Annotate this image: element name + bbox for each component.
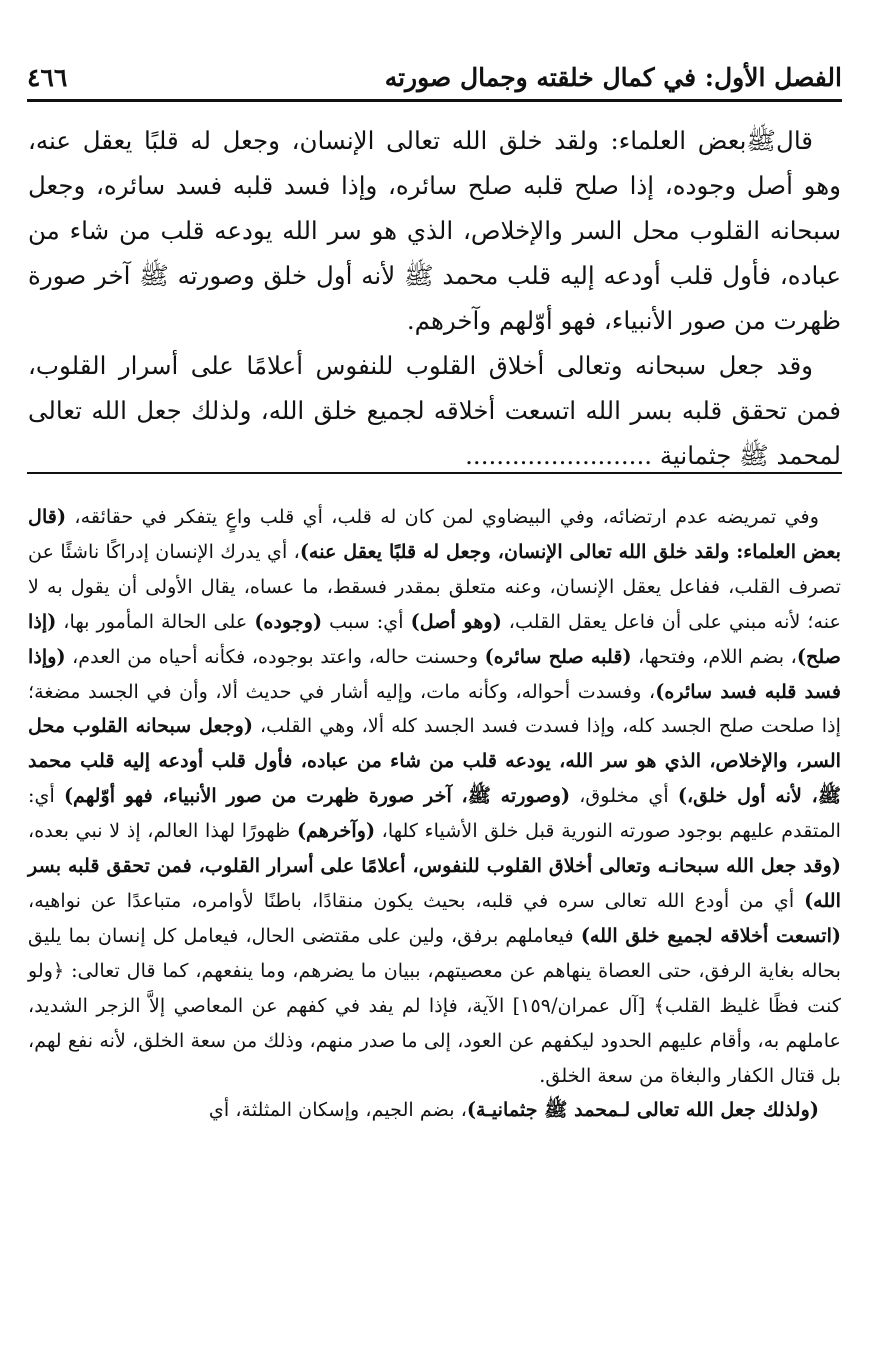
commentary-segment: ، أي يدرك الإنسان إدراكًا ناشئًا عن تصرف القلب، ففاعل يعقل الإنسان، وعنه متعلق بمقدر فسقط، ما عساه، يقال الأولى أن يقول به لا عنه؛ لأنه مبني على أن فاعل يعقل القلب،: [28, 539, 841, 633]
commentary-segment: وفي تمريضه عدم ارتضائه، وفي البيضاوي لمن كان له قلب، أي قلب واعٍ يتفكر في حقائقه،: [66, 505, 819, 528]
section-divider: [27, 472, 842, 474]
main-text-paragraph-2-body: وقد جعل سبحانه وتعالى أخلاق القلوب للنفوس أعلامًا على أسرار القلوب، فمن تحقق قلبه بسر الله اتسعت أخلاقه لجميع خلق الله، ولذلك جعل الله تعالى لمحمد ﷺ جثمانية: [28, 351, 841, 470]
commentary-segment: على الحالة المأمور بها،: [56, 609, 255, 633]
main-text-paragraph-1: قالﷺبعض العلماء: ولقد خلق الله تعالى الإنسان، وجعل له قلبًا يعقل عنه، وهو أصل وجوده، إذا صلح قلبه صلح سائره، وإذا فسد قلبه فسد سائره، وجعل سبحانه القلوب محل السر والإخلاص، الذي هو سر الله يودعه قلب من شاء من عباده، فأول قلب أودعه إليه قلب محمد ﷺ لأنه أول خلق وصورته ﷺ آخر صورة ظهرت من صور الأنبياء، فهو أوّلهم وآخرهم.: [28, 126, 841, 335]
page-number: ٤٦٦: [27, 63, 68, 92]
commentary-segment: ، بضم اللام، وفتحها،: [631, 644, 797, 668]
quoted-main-text: (وقد جعل الله سبحانـه وتعالى أخلاق القلوب للنفوس، أعلامًا على أسرار القلوب، فمن تحقق قلبه بسر الله): [28, 854, 841, 912]
commentary-segment: أي: سبب: [322, 609, 411, 633]
quoted-main-text: (وهو أصل): [410, 609, 502, 633]
quoted-main-text: (وآخرهم): [296, 819, 376, 843]
commentary-paragraph-2: [28, 1093, 841, 1128]
main-text-paragraph-2: [28, 343, 841, 478]
chapter-title: الفصل الأول: في كمال خلقته وجمال صورته: [384, 63, 842, 92]
quoted-main-text: (وإذا فسد قلبه فسد سائره): [28, 644, 841, 703]
quoted-main-text: (قلبه صلح سائره): [484, 644, 632, 668]
commentary-segment: ، بضم الجيم، وإسكان المثلثة، أي: [208, 1098, 467, 1122]
ellipsis-dots: ........................: [465, 441, 653, 470]
commentary-segment: وحسنت حاله، واعتد بوجوده، فكأنه أحياه من العدم،: [65, 644, 485, 668]
quoted-main-text: (وجوده): [254, 609, 323, 633]
commentary-segment: أي: المتقدم عليهم بوجود صورته النورية قبل خلق الأشياء كلها،: [28, 784, 842, 843]
commentary-segment: ظهورًا لهذا العالم، إذ لا نبي بعده،: [28, 819, 297, 843]
commentary-segment: أي من أودع الله تعالى سره في قلبه، بحيث يكون منقادًا، باطنًا لأوامره، متباعدًا عن نواهيه،: [28, 888, 805, 912]
quoted-main-text: (وجعل سبحانه القلوب محل السر، والإخلاص، الذي هو سر الله، يودعه قلب من شاء من عباده، فأول قلب أودعه إليه قلب محمد ﷺ، لأنه أول خلق،): [28, 714, 842, 808]
quoted-main-text: (اتسعت أخلاقه لجميع خلق الله): [580, 923, 841, 947]
main-text: [28, 118, 841, 478]
quoted-main-text: (ولذلك جعل الله تعالى لـمحمد ﷺ جثمانيـة): [466, 1098, 819, 1122]
page-header: [27, 55, 842, 102]
commentary-segment: أي مخلوق،: [570, 784, 678, 808]
quoted-main-text: (وصورته ﷺ، آخر صورة ظهرت من صور الأنبياء، فهو أوّلهم): [63, 784, 571, 808]
commentary-paragraph-1: [28, 500, 841, 1093]
quoted-main-text: (قال بعض العلماء: ولقد خلق الله تعالى الإنسان، وجعل له قلبًا يعقل عنه): [28, 505, 841, 563]
quoted-main-text: (إذا صلح): [28, 609, 841, 668]
commentary-segment: ، وفسدت أحواله، وكأنه مات، وإليه أشار في حديث ألا، وأن في الجسد مضغة؛ إذا صلحت صلح الجسد كله، وإذا فسدت فسد الجسد كله ألا، وهي القلب،: [28, 679, 841, 738]
commentary-segment: فيعاملهم برفق، ولين على مقتضى الحال، فيعامل كل إنسان بما يليق بحاله بغاية الرفق، حتى العصاة ينهاهم عن معصيتهم، ببيان ما يضرهم، وما ينفعهم، كما قال تعالى: ﴿ولو كنت فظًا غليظ القلب﴾ [آل عمران/١٥٩] الآية، فإذا لم يفد في كفهم عن المعاصي إلاَّ الزجر الشديد، عاملهم به، وأقام عليهم الحدود ليكفهم عن العود، إلى ما صدر منهم، وذلك من سعة الخلق، لأنه نفع لهم، بل قتال الكفار والبغاة من سعة الخلق.: [28, 923, 841, 1087]
commentary-text: [28, 500, 841, 1128]
